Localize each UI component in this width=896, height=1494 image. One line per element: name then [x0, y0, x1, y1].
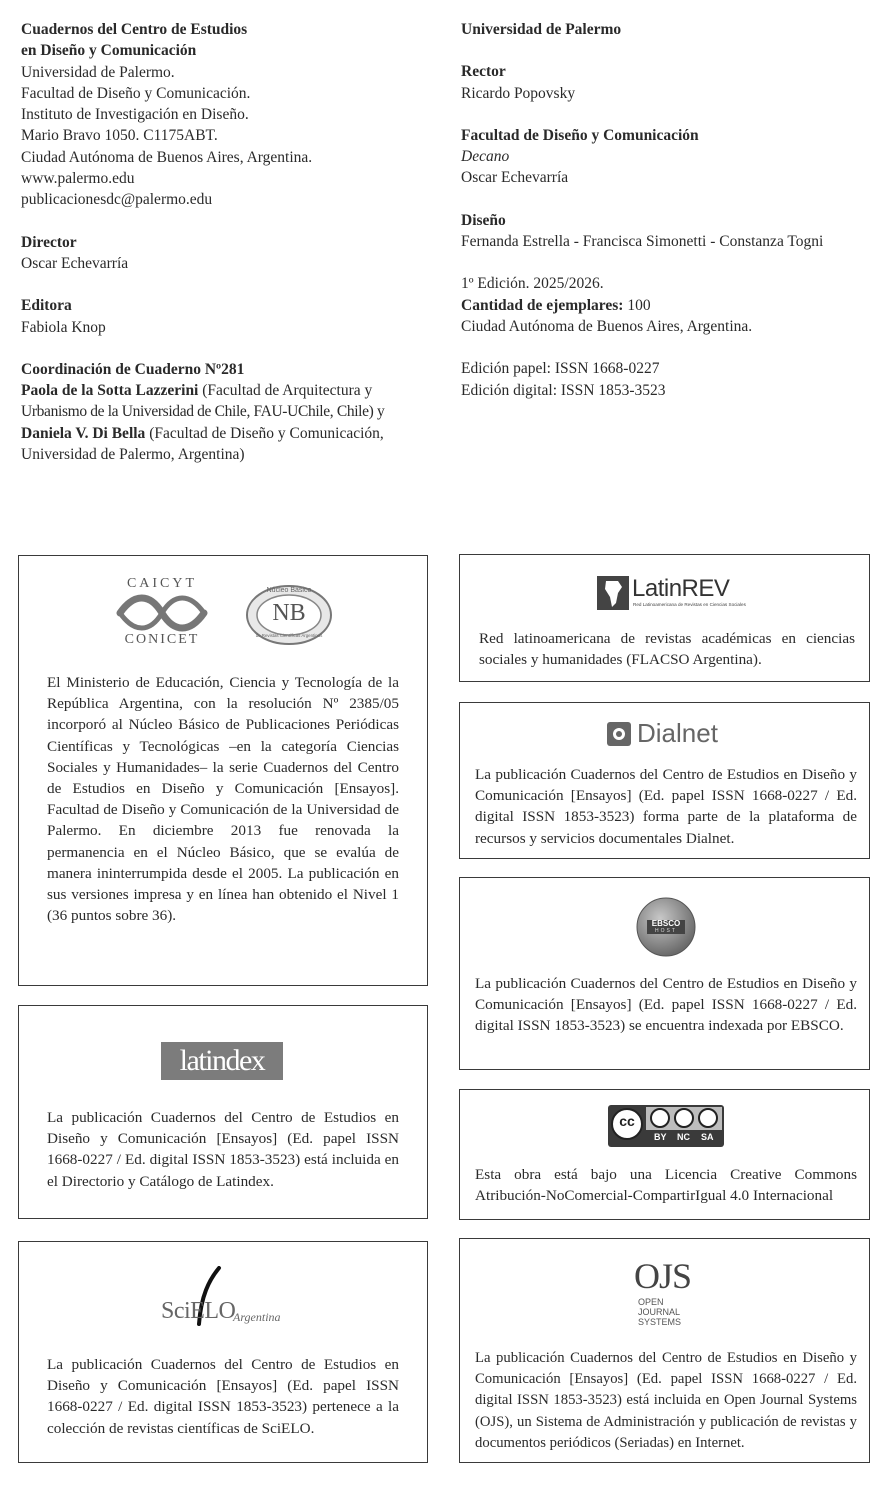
- dialnet-logo-text: Dialnet: [637, 718, 718, 748]
- director-name: Oscar Echevarría: [21, 254, 129, 272]
- issn-paper: Edición papel: ISSN 1668-0227: [461, 360, 660, 378]
- editor-label: Editora: [21, 297, 72, 315]
- nb-ring-top: Núcleo Básico: [266, 587, 312, 594]
- faculty-label: Facultad de Diseño y Comunicación: [461, 126, 699, 144]
- copies-label: Cantidad de ejemplares:: [461, 296, 624, 314]
- caicyt-logo-text: CAICYT: [126, 576, 198, 591]
- caicyt-description: El Ministerio de Educación, Ciencia y Tecnología de la República Argentina, con la resolución Nº 2385/05 incorporó al Núcleo Básico de Publicaciones Periódicas Científicas y Tecnológicas –en la categoría Ciencias Sociales y Humanidades– la serie Cuadernos del Centro de Estudios en Diseño y Comunicación [Ensayos]. Facultad de Diseño y Comunicación de la Universidad de Palermo. En diciembre 2013 fue renovada la permanencia en el Núcleo Básico, que se evalúa de manera ininterrumpida desde el 2005. La publicación en sus versiones impresa y en línea han obtenido el Nivel 1 (36 puntos sobre 36).: [47, 674, 399, 925]
- nb-letters: NB: [272, 600, 306, 626]
- infinity-icon: [114, 593, 210, 633]
- ojs-logo: [628, 1257, 708, 1335]
- coordination-line: [21, 380, 441, 401]
- ojs-description: La publicación Cuadernos del Centro de Estudios en Diseño y Comunicación [Ensayos] (Ed. papel ISSN 1668-0227 / Ed. digital ISSN 1853-3523) está incluida en Open Journal Systems (OJS), un Sistema de Administración y publicación de revistas y documentos periódicos (Seriadas) en Internet.: [475, 1350, 857, 1451]
- scielo-description: La publicación Cuadernos del Centro de Estudios en Diseño y Comunicación [Ensayos] (Ed. papel ISSN 1668-0227 / Ed. digital ISSN 1853-3523) pertenece a la colección de revistas científicas de SciELO.: [47, 1356, 399, 1437]
- latinrev-logo-text: LatinREV: [632, 575, 730, 602]
- ojs-logo-text: OJS: [634, 1256, 692, 1296]
- copies-line: [461, 295, 881, 316]
- email-link[interactable]: publicacionesdc@palermo.edu: [21, 191, 213, 209]
- latindex-logo: [161, 1042, 283, 1080]
- rector-name: Ricardo Popovsky: [461, 84, 576, 102]
- dialnet-description: La publicación Cuadernos del Centro de Estudios en Diseño y Comunicación [Ensayos] (Ed. papel ISSN 1668-0227 / Ed. digital ISSN 1853-3523) forma parte de la plataforma de recursos y servicios documentales Dialnet.: [475, 766, 857, 847]
- cc-by-label: BY: [654, 1132, 667, 1142]
- scielo-box: [18, 1241, 428, 1463]
- latindex-logo-text: latindex: [179, 1044, 265, 1077]
- issn-digital: Edición digital: ISSN 1853-3523: [461, 381, 666, 399]
- website-link[interactable]: www.palermo.edu: [21, 170, 135, 188]
- latinrev-description: Red latinoamericana de revistas académicas en ciencias sociales y humanidades (FLACSO Argentina).: [479, 630, 855, 669]
- nb-ring-bottom: de Revistas Científicas Argentinas: [255, 633, 323, 638]
- address-line: Facultad de Diseño y Comunicación.: [21, 84, 251, 102]
- publication-title-line2: en Diseño y Comunicación: [21, 42, 197, 60]
- address-line: Universidad de Palermo.: [21, 63, 175, 81]
- caicyt-conicet-logo: [114, 576, 210, 648]
- cc-nc-label: NC: [677, 1132, 690, 1142]
- university-name: Universidad de Palermo: [461, 21, 622, 38]
- latinrev-logo-subtext: Red Latinoamericana de Revistas en Ciencias Sociales: [633, 602, 746, 607]
- latindex-description: La publicación Cuadernos del Centro de Estudios en Diseño y Comunicación [Ensayos] (Ed. papel ISSN 1668-0227 / Ed. digital ISSN 1853-3523) está incluida en el Directorio y Catálogo de Latindex.: [47, 1109, 399, 1190]
- ebsco-logo: [635, 896, 697, 958]
- creative-commons-box: [459, 1089, 870, 1220]
- design-names: Fernanda Estrella - Francisca Simonetti - Constanza Togni: [461, 233, 824, 251]
- sharealike-icon: [698, 1108, 718, 1128]
- rector-label: Rector: [461, 63, 506, 81]
- coordination-line: Universidad de Palermo, Argentina): [21, 446, 245, 464]
- dialnet-box: [459, 702, 870, 859]
- latinrev-box: [459, 554, 870, 682]
- cc-sa-label: SA: [701, 1132, 714, 1142]
- attribution-icon: [650, 1108, 670, 1128]
- edition-number: 1º Edición. 2025/2026.: [461, 275, 604, 293]
- scielo-logo: [161, 1266, 291, 1334]
- latinrev-logo: [596, 575, 746, 615]
- nucleo-basico-logo: [245, 584, 333, 646]
- latin-america-icon: [596, 575, 630, 611]
- coordinator-affiliation: (Facultad de Arquitectura y: [198, 382, 373, 400]
- ebsco-description: La publicación Cuadernos del Centro de Estudios en Diseño y Comunicación [Ensayos] (Ed. papel ISSN 1668-0227 / Ed. digital ISSN 1853-3523) se encuentra indexada por EBSCO.: [475, 975, 857, 1035]
- address-line: Mario Bravo 1050. C1175ABT.: [21, 127, 218, 145]
- ojs-logo-line1: OPEN: [638, 1297, 664, 1307]
- latindex-box: [18, 1005, 428, 1219]
- coordinator-name: Daniela V. Di Bella: [21, 424, 146, 442]
- ebsco-box: [459, 877, 870, 1070]
- address-line: Ciudad Autónoma de Buenos Aires, Argentina.: [21, 148, 313, 166]
- scielo-logo-subtext: Argentina: [233, 1310, 281, 1324]
- creative-commons-description: Esta obra está bajo una Licencia Creative Commons Atribución-NoComercial-CompartirIgual 4.0 Internacional: [475, 1166, 857, 1205]
- ebsco-logo-text: EBSCO: [651, 919, 681, 928]
- coordination-line: [21, 423, 441, 444]
- dialnet-logo: [607, 718, 727, 750]
- dean-label: Decano: [461, 148, 510, 166]
- editor-name: Fabiola Knop: [21, 318, 106, 336]
- director-label: Director: [21, 233, 77, 251]
- coordination-line: Urbanismo de la Universidad de Chile, FAU-UChile, Chile) y: [21, 403, 385, 421]
- institution-info: [461, 19, 881, 401]
- cc-by-nc-sa-badge[interactable]: [608, 1105, 724, 1147]
- address-line: Instituto de Investigación en Diseño.: [21, 106, 249, 124]
- coordination-label: Coordinación de Cuaderno Nº281: [21, 360, 245, 378]
- publication-info: [21, 19, 441, 465]
- noncommercial-icon: [674, 1108, 694, 1128]
- publication-title-line1: Cuadernos del Centro de Estudios: [21, 21, 248, 38]
- ebsco-logo-subtext: HOST: [655, 928, 677, 934]
- ojs-logo-line3: SYSTEMS: [638, 1317, 682, 1327]
- coordinator-name: Paola de la Sotta Lazzerini: [21, 382, 199, 400]
- cc-logo-text: cc: [619, 1113, 635, 1129]
- ojs-box: [459, 1238, 870, 1463]
- dean-name: Oscar Echevarría: [461, 169, 569, 187]
- scielo-logo-text: SciELO: [161, 1298, 236, 1324]
- copies-value: 100: [623, 296, 651, 314]
- city: Ciudad Autónoma de Buenos Aires, Argentina.: [461, 317, 753, 335]
- coordinator-affiliation: (Facultad de Diseño y Comunicación,: [145, 424, 384, 442]
- caicyt-box: [18, 555, 428, 986]
- ojs-logo-line2: JOURNAL: [638, 1307, 681, 1317]
- cc-icons-strip: [646, 1107, 722, 1130]
- dialnet-mark-icon: [607, 722, 631, 746]
- conicet-logo-text: CONICET: [124, 632, 200, 647]
- design-label: Diseño: [461, 211, 506, 229]
